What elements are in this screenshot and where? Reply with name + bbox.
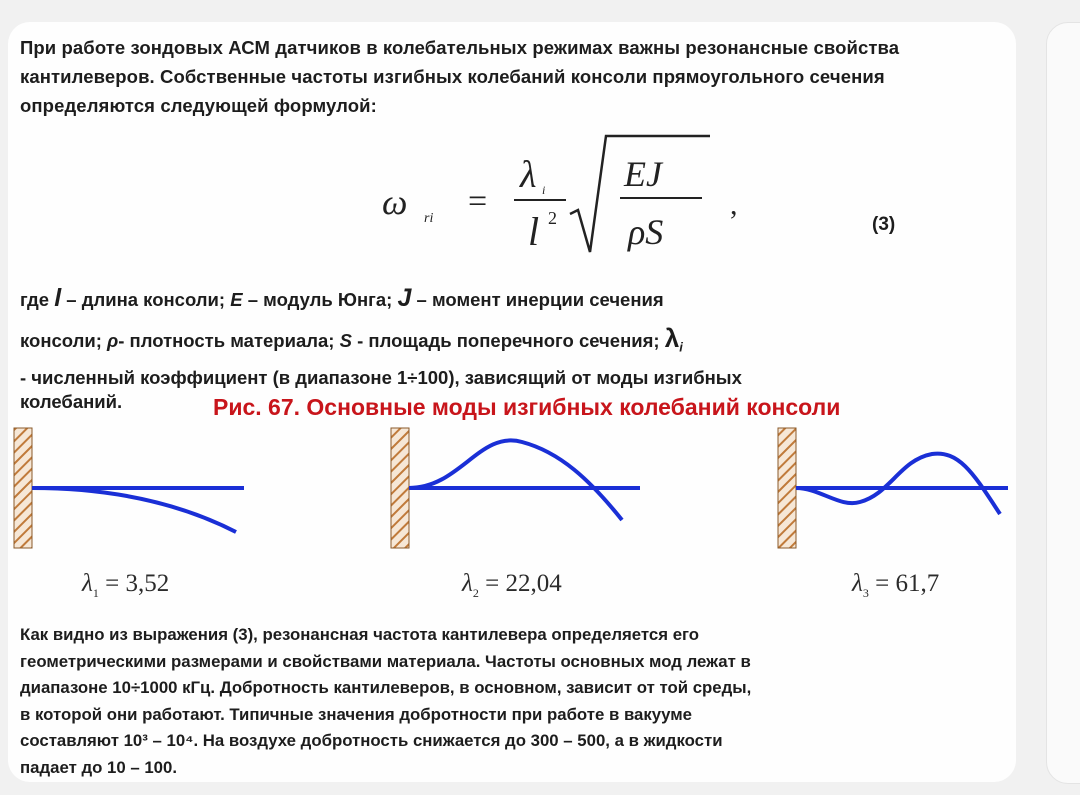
- symbol-lambda: λ: [664, 323, 680, 353]
- mode-1-wall: [14, 428, 32, 548]
- mode-2-deflection-curve: [409, 440, 622, 520]
- symbol-l: l: [54, 284, 62, 312]
- symbol-s: S: [339, 330, 352, 351]
- symbol-e: E: [230, 289, 243, 310]
- definition-l: – длина консоли;: [61, 289, 231, 310]
- mode-1-deflection-curve: [32, 488, 236, 532]
- mode-1-eigenvalue: $\lambda_1 = 3,52$: [82, 570, 170, 600]
- symbol-j: J: [397, 284, 412, 312]
- resonance-formula: [380, 132, 800, 262]
- symbol-rho: ρ: [107, 330, 119, 351]
- definition-s: - площадь поперечного сечения;: [351, 330, 665, 351]
- symbol-lambda-subscript: i: [679, 339, 683, 355]
- definitions-line-2: [20, 318, 1030, 358]
- figure-caption: Рис. 67. Основные моды изгибных колебаний консоли: [213, 394, 841, 420]
- denominator-exponent: 2: [548, 208, 557, 228]
- intro-paragraph: При работе зондовых АСМ датчиков в колебательных режимах важны резонансные свойства кантилеверов. Собственные частоты изгибных колебаний консоли прямоугольного сечения определяются следующей формулой:: [20, 37, 900, 116]
- omega-subscript: ri: [424, 211, 434, 226]
- mode-2-eigenvalue: $\lambda_2 = 22,04$: [462, 570, 562, 600]
- mode-2-wall: [391, 428, 409, 548]
- definitions-line-1: [20, 278, 1030, 318]
- definition-rho: - плотность материала;: [118, 330, 340, 351]
- mode-3-wall: [778, 428, 796, 548]
- mode-2-diagram: [391, 428, 640, 548]
- equation-number: (3): [872, 214, 896, 235]
- definition-j-continued: консоли;: [20, 330, 108, 351]
- where-label: где: [20, 289, 55, 310]
- mode-3-diagram: [778, 428, 1008, 548]
- definitions-line-4: колебаний.: [20, 391, 123, 412]
- next-card-edge: [1046, 22, 1080, 784]
- formula-comma: ,: [730, 188, 738, 221]
- conclusion-line: в которой они работают. Типичные значения добротности при работе в вакууме: [20, 704, 692, 724]
- omega-symbol: ω: [382, 182, 408, 222]
- conclusion-line: падает до 10 – 100.: [20, 757, 177, 777]
- definition-j: – момент инерции сечения: [411, 289, 664, 310]
- conclusion-line: Как видно из выражения (3), резонансная частота кантилевера определяется его: [20, 625, 700, 644]
- variable-definitions: [20, 278, 1030, 413]
- mode-1-diagram: [14, 428, 244, 548]
- definition-e: – модуль Юнга;: [242, 289, 398, 310]
- root-numerator: EJ: [624, 154, 662, 194]
- conclusion-line: геометрическими размерами и свойствами материала. Частоты основных мод лежат в: [20, 651, 751, 671]
- mode-3-eigenvalue: $\lambda_3 = 61,7$: [852, 570, 940, 600]
- conclusion-paragraph: [20, 622, 1010, 781]
- lambda-numerator: λ: [520, 154, 537, 196]
- lambda-numerator-subscript: i: [542, 183, 546, 197]
- definitions-line-3: - численный коэффициент (в диапазоне 1÷100), зависящий от моды изгибных: [20, 367, 742, 388]
- conclusion-line: составляют 10³ – 10⁴. На воздухе добротность снижается до 300 – 500, а в жидкости: [20, 731, 723, 750]
- equals-sign: =: [468, 183, 488, 220]
- conclusion-line: диапазоне 10÷1000 кГц. Добротность кантилеверов, в основном, зависит от той среды,: [20, 678, 752, 697]
- root-denominator: ρS: [628, 212, 664, 252]
- mode-3-deflection-curve: [796, 454, 1000, 514]
- length-denominator: l: [528, 209, 540, 254]
